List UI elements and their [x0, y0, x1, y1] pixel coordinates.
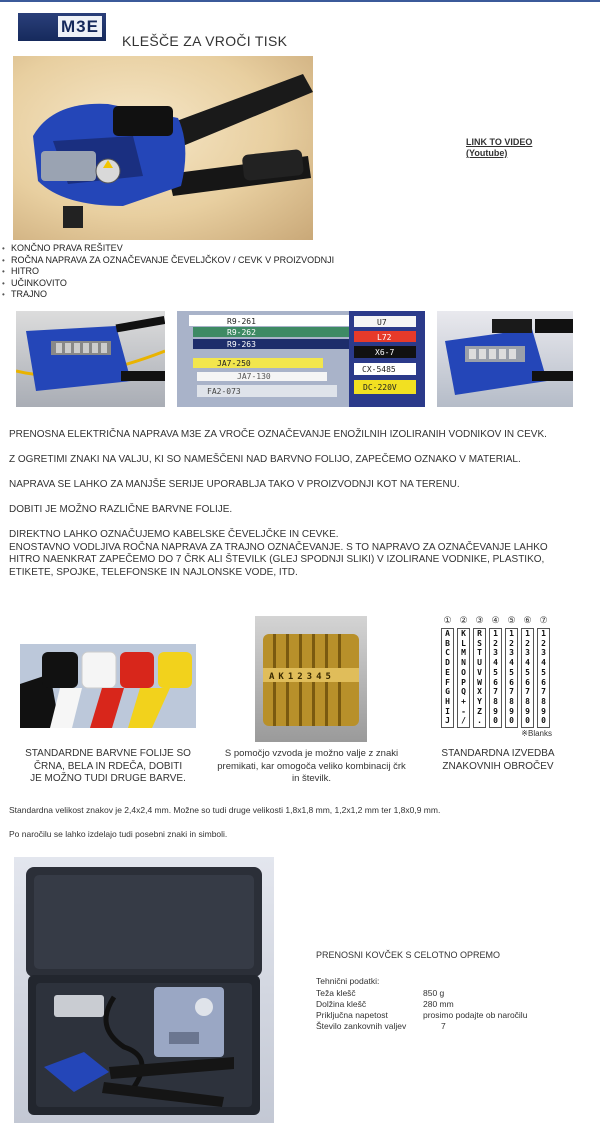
sample-labels-photo [177, 311, 425, 407]
logo-text: M3E [58, 16, 102, 37]
wheel-number: ⑥ [523, 616, 532, 626]
wheel-char: 9 [525, 706, 530, 716]
wheel-char: 4 [509, 658, 514, 668]
wheel-char: 6 [509, 677, 514, 687]
video-link-line2: (Youtube) [466, 148, 508, 158]
wheel-char: 2 [509, 638, 514, 648]
wheel-char: 7 [541, 687, 546, 697]
sample-label: X6-7 [375, 348, 395, 357]
wheel-char: 4 [493, 658, 498, 668]
description-p5 [9, 529, 594, 579]
wheel-char: F [445, 677, 450, 687]
wheel-char: 0 [493, 716, 498, 726]
carrying-case-photo [14, 857, 274, 1123]
wheels-caption [430, 748, 566, 773]
size-note: Standardna velikost znakov je 2,4x2,4 mm. Možne so tudi druge velikosti 1,8x1,8 mm, 1,2x1,2 mm ter 1,8x0,9 mm. [9, 805, 441, 815]
description-p1: PRENOSNA ELEKTRIČNA NAPRAVA M3E ZA VROČE OZNAČEVANJE ENOŽILNIH IZOLIRANIH VODNIKOV IN CEVK. [9, 429, 547, 440]
wheel-char: 3 [509, 648, 514, 658]
wheel-number: ③ [475, 616, 484, 626]
character-wheels-chart [438, 616, 554, 740]
foil-caption-line: STANDARDNE BARVNE FOLIJE SO [25, 748, 191, 759]
wheel-char: N [461, 658, 466, 668]
wheel-char: 6 [493, 677, 498, 687]
spec-key: Število zankovnih valjev [316, 1021, 407, 1031]
sample-label: R9-261 [227, 317, 256, 326]
tool-marking-cable-photo [16, 311, 165, 407]
wheel-char: 2 [541, 638, 546, 648]
wheel-char: 1 [541, 629, 546, 638]
wheel-char: 0 [541, 716, 546, 726]
wheel-char: 8 [493, 696, 498, 706]
spec-row [316, 988, 576, 999]
video-link[interactable] [466, 137, 532, 159]
video-link-line1: LINK TO VIDEO [466, 137, 533, 147]
wheel-char: Q [461, 687, 466, 697]
wheel-number: ① [443, 616, 452, 626]
wheel-char: O [461, 667, 466, 677]
foil-caption-line: ČRNA, BELA IN RDEČA, DOBITI [33, 760, 183, 772]
spec-value: 280 mm [423, 999, 454, 1009]
spec-value: 7 [441, 1021, 446, 1031]
page-title: KLEŠČE ZA VROČI TISK [122, 33, 288, 49]
description-p3: NAPRAVA SE LAHKO ZA MANJŠE SERIJE UPORABLJA TAKO V PROIZVODNJI KOT NA TERENU. [9, 479, 460, 490]
wheel-char: C [445, 648, 450, 658]
wheel-char: / [461, 716, 466, 726]
wheel-char: 5 [509, 667, 514, 677]
wheel-char: J [445, 716, 450, 726]
wheel-char: K [461, 629, 466, 638]
wheel-char: 8 [525, 696, 530, 706]
tool-closeup-photo [437, 311, 573, 407]
description-line: ETIKETE, SPOJKE, TELEFONSKE IN NAJLONSKE VODE, ITD. [9, 566, 298, 578]
feature-item: • KONČNO PRAVA REŠITEV [0, 243, 334, 255]
wheel-char: 9 [541, 706, 546, 716]
feature-item: • ROČNA NAPRAVA ZA OZNAČEVANJE ČEVELJČKOV / CEVK V PROIZVODNJI [0, 255, 334, 267]
wheel-char: 7 [509, 687, 514, 697]
wheel-char: U [477, 658, 482, 668]
sample-label: JA7-250 [217, 359, 251, 368]
wheel-char: E [445, 667, 450, 677]
wheel-char: 3 [525, 648, 530, 658]
roller-characters: AK12345 [269, 672, 335, 682]
wheel-column [473, 628, 486, 728]
wheel-char: R [477, 629, 482, 638]
sample-label: FA2-073 [207, 387, 241, 396]
wheel-char: 9 [493, 706, 498, 716]
wheel-char: 4 [541, 658, 546, 668]
wheel-char: G [445, 687, 450, 697]
description-line: DIREKTNO LAHKO OZNAČUJEMO KABELSKE ČEVELJČKE IN CEVKE. [9, 529, 339, 540]
wheel-char: I [445, 706, 450, 716]
wheel-char: 8 [509, 696, 514, 706]
wheel-char: L [461, 638, 466, 648]
wheel-number: ⑦ [539, 616, 548, 626]
feature-item: • TRAJNO [0, 289, 334, 301]
wheel-char: B [445, 638, 450, 648]
wheel-char: H [445, 696, 450, 706]
wheel-char: 5 [525, 667, 530, 677]
wheel-char: A [445, 629, 450, 638]
spec-row [316, 1010, 576, 1021]
roller-caption-line: S pomočjo vzvoda je možno valje z znaki [224, 748, 399, 759]
wheel-char: 1 [525, 629, 530, 638]
wheel-column [521, 628, 534, 728]
hot-stamp-pliers-photo [13, 56, 313, 240]
m3e-logo [18, 13, 106, 41]
blanks-note: ※Blanks [521, 729, 552, 738]
sample-label: R9-262 [227, 328, 256, 337]
wheel-number: ⑤ [507, 616, 516, 626]
sample-label: R9-263 [227, 340, 256, 349]
wheel-column [537, 628, 550, 728]
wheel-char: 6 [541, 677, 546, 687]
sample-label: CX-5485 [362, 365, 396, 374]
top-border [0, 0, 600, 2]
wheel-char: 5 [541, 667, 546, 677]
wheel-char: V [477, 667, 482, 677]
description-p4: DOBITI JE MOŽNO RAZLIČNE BARVNE FOLIJE. [9, 504, 233, 515]
wheel-column [457, 628, 470, 728]
feature-list [0, 243, 334, 301]
spec-key: Dolžina klešč [316, 999, 367, 1009]
sample-label: U7 [377, 318, 387, 327]
foil-caption-line: JE MOŽNO TUDI DRUGE BARVE. [30, 773, 186, 784]
wheel-char: Z [477, 706, 482, 716]
wheels-caption-line: ZNAKOVNIH OBROČEV [442, 760, 554, 772]
character-roller-photo [255, 616, 367, 742]
spec-key: Priključna napetost [316, 1010, 388, 1020]
sample-label: JA7-130 [237, 372, 271, 381]
wheel-char: M [461, 648, 466, 658]
roller-caption-line: in številk. [291, 773, 332, 784]
wheel-char: 7 [525, 687, 530, 697]
wheel-char: W [477, 677, 482, 687]
wheel-column [441, 628, 454, 728]
wheel-char: 0 [525, 716, 530, 726]
wheel-column [505, 628, 518, 728]
spec-value: 850 g [423, 988, 445, 998]
roller-caption-line: premikati, kar omogoča veliko kombinacij črk [217, 760, 406, 772]
description-line: HITRO NAENKRAT ZAPEČEMO DO 7 ČRK ALI ŠTEVILK (GLEJ SPODNJI SLIKI) V IZOLIRANE VODNIKE, PLASTIKO, [9, 554, 545, 565]
wheel-char: 1 [493, 629, 498, 638]
wheel-char: . [477, 716, 482, 726]
wheel-char: T [477, 648, 482, 658]
wheel-char: 1 [509, 629, 514, 638]
description-line: ENOSTAVNO VODLJIVA ROČNA NAPRAVA ZA TRAJNO OZNAČEVANJE. S TO NAPRAVO ZA OZNAČEVANJE LAHKO [9, 541, 548, 553]
wheel-char: D [445, 658, 450, 668]
wheel-char: + [461, 696, 466, 706]
color-foils-photo [20, 644, 196, 728]
spec-row [316, 999, 576, 1010]
wheel-number: ② [459, 616, 468, 626]
sample-label: L72 [377, 333, 392, 342]
wheel-char: - [461, 706, 466, 716]
wheel-char: 9 [509, 706, 514, 716]
spec-row [316, 1021, 576, 1032]
wheel-char: 6 [525, 677, 530, 687]
wheel-char: 7 [493, 687, 498, 697]
custom-note: Po naročilu se lahko izdelajo tudi posebni znaki in simboli. [9, 829, 228, 839]
wheel-char: 3 [541, 648, 546, 658]
wheel-char: P [461, 677, 466, 687]
sample-label: DC-220V [363, 383, 397, 392]
wheel-char: X [477, 687, 482, 697]
specs-heading: Tehnični podatki: [316, 976, 380, 986]
spec-key: Teža klešč [316, 988, 356, 998]
feature-item: • UČINKOVITO [0, 278, 334, 290]
wheels-caption-line: STANDARDNA IZVEDBA [441, 748, 555, 759]
wheel-char: 5 [493, 667, 498, 677]
wheel-char: 8 [541, 696, 546, 706]
roller-caption [204, 748, 419, 786]
wheel-char: 2 [525, 638, 530, 648]
foil-caption [18, 748, 198, 786]
spec-value: prosimo podajte ob naročilu [423, 1010, 528, 1020]
wheel-char: 2 [493, 638, 498, 648]
case-title: PRENOSNI KOVČEK S CELOTNO OPREMO [316, 950, 501, 960]
wheel-char: 4 [525, 658, 530, 668]
wheel-char: S [477, 638, 482, 648]
wheel-char: 3 [493, 648, 498, 658]
wheel-char: 0 [509, 716, 514, 726]
wheel-column [489, 628, 502, 728]
wheel-char: Y [477, 696, 482, 706]
description-p2: Z OGRETIMI ZNAKI NA VALJU, KI SO NAMEŠČENI NAD BARVNO FOLIJO, ZAPEČEMO OZNAKO V MATERIAL. [9, 454, 521, 465]
feature-item: • HITRO [0, 266, 334, 278]
wheel-number: ④ [491, 616, 500, 626]
